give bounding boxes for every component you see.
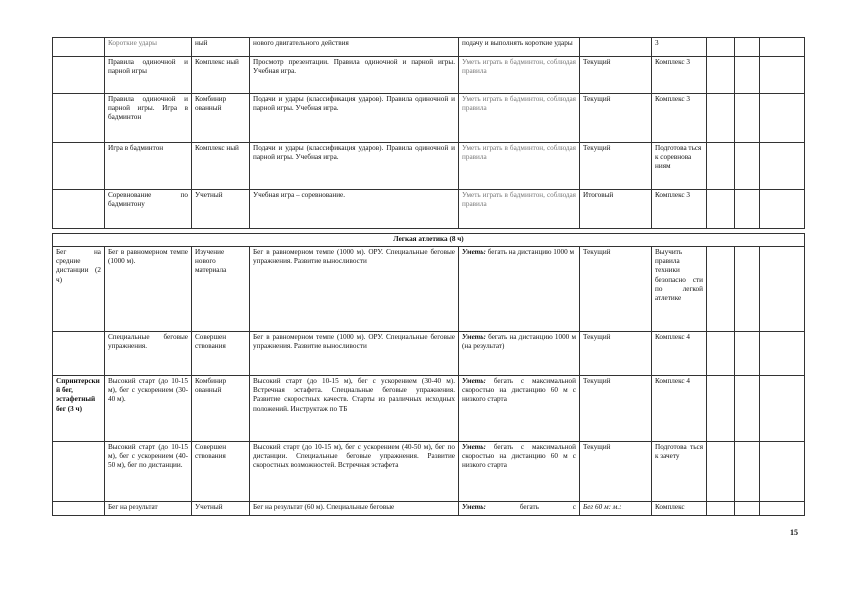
cell-empty: [735, 502, 760, 516]
cell-empty: [707, 94, 735, 143]
lesson-theme-text: Бег в равномерном темпе (1000 м).: [108, 248, 188, 266]
cell-lesson-theme: Соревнование по бадминтону: [105, 190, 192, 229]
cell-lesson-type: Учетный: [192, 502, 250, 516]
table-row: [53, 190, 805, 229]
cell-empty: [707, 190, 735, 229]
cell-control: Текущий: [580, 442, 652, 502]
cell-empty: [707, 376, 735, 442]
cell-empty: [707, 143, 735, 190]
cell-topic: [53, 57, 105, 94]
cell-lesson-theme: Бег на результат: [105, 502, 192, 516]
cell-control: Текущий: [580, 143, 652, 190]
requirements-lead: Уметь:: [462, 377, 486, 385]
requirements-text: бегать с: [519, 503, 576, 511]
requirements-text: бегать с максимальной скоростью на дистанцию 60 м с низкого старта: [462, 377, 576, 404]
table-row: [53, 247, 805, 332]
cell-requirements: [459, 247, 580, 332]
page-number: 15: [790, 528, 798, 537]
cell-topic: [53, 502, 105, 516]
cell-lesson-theme: Правила одиночной и парной игры: [105, 57, 192, 94]
cell-homework: Комплекс 3: [652, 94, 707, 143]
cell-empty: [760, 502, 805, 516]
cell-topic: [53, 332, 105, 376]
section-header-row: [53, 234, 805, 247]
requirements-lead: Уметь:: [462, 443, 486, 451]
cell-lesson-type: Учетный: [192, 190, 250, 229]
table-row: [53, 94, 805, 143]
cell-homework: Комплекс 4: [652, 332, 707, 376]
cell-empty: [760, 442, 805, 502]
cell-lesson-type: Комплекс ный: [192, 143, 250, 190]
cell-empty: [760, 57, 805, 94]
cell-empty: [760, 190, 805, 229]
cell-requirements: [459, 376, 580, 442]
lesson-plan-table: [52, 37, 805, 516]
cell-empty: [760, 332, 805, 376]
cell-content: Подачи и удары (классификация ударов). Правила одиночной и парной игры. Учебная игра.: [250, 94, 459, 143]
cell-empty: [735, 143, 760, 190]
cell-empty: [760, 143, 805, 190]
cell-empty: [735, 94, 760, 143]
section-title: Легкая атлетика (8 ч): [53, 234, 805, 247]
cell-empty: [735, 376, 760, 442]
cell-control: Текущий: [580, 247, 652, 332]
cell-requirements: Уметь играть в бадминтон, соблюдая правила: [459, 143, 580, 190]
cell-homework: 3: [652, 38, 707, 57]
cell-lesson-theme: Высокий старт (до 10-15 м), бег с ускорением (40-50 м), бег по дистанции.: [105, 442, 192, 502]
table-row: [53, 57, 805, 94]
cell-lesson-theme: [105, 247, 192, 332]
cell-content: нового двигательного действия: [250, 38, 459, 57]
cell-homework: Комплекс: [652, 502, 707, 516]
requirements-text: бегать на дистанцию 1000 м: [487, 248, 575, 256]
cell-empty: [735, 190, 760, 229]
table-row: [53, 376, 805, 442]
table-row: [53, 442, 805, 502]
cell-homework: Комплекс 3: [652, 57, 707, 94]
requirements-text: бегать на дистанцию 1000 м (на результат): [462, 333, 577, 351]
cell-empty: [760, 38, 805, 57]
cell-lesson-theme: Специальные беговые упражнения.: [105, 332, 192, 376]
cell-empty: [735, 38, 760, 57]
cell-content: Высокий старт (до 10-15 м), бег с ускорением (40-50 м), бег по дистанции. Специальные беговые упражнения. Развитие скоростных возможностей. Встречная эстафета: [250, 442, 459, 502]
cell-topic: Бег на средние дистанции (2 ч): [53, 247, 105, 332]
cell-control: Текущий: [580, 332, 652, 376]
cell-empty: [735, 332, 760, 376]
cell-lesson-theme: Короткие удары: [105, 38, 192, 57]
cell-content: Высокий старт (до 10-15 м), бег с ускорением (30-40 м). Встречная эстафета. Специальные беговые упражнения. Развитие скоростных качеств. Старты из различных исходных положений. Инструктаж по ТБ: [250, 376, 459, 442]
cell-topic: [53, 190, 105, 229]
cell-empty: [707, 38, 735, 57]
cell-topic: [53, 442, 105, 502]
cell-empty: [735, 442, 760, 502]
cell-empty: [707, 247, 735, 332]
cell-requirements: [459, 442, 580, 502]
cell-homework: Выучить правила техники безопасно сти по легкой атлетике: [652, 247, 707, 332]
table-row: [53, 502, 805, 516]
cell-requirements: Уметь играть в бадминтон, соблюдая правила: [459, 94, 580, 143]
cell-topic: [53, 94, 105, 143]
cell-lesson-type: Совершен ствования: [192, 332, 250, 376]
cell-lesson-type: ный: [192, 38, 250, 57]
cell-requirements: [459, 332, 580, 376]
cell-empty: [707, 57, 735, 94]
requirements-text: бегать с максимальной скоростью на дистанцию 60 м с низкого старта: [462, 443, 576, 470]
cell-homework: Комплекс 4: [652, 376, 707, 442]
cell-requirements: Уметь играть в бадминтон, соблюдая правила: [459, 190, 580, 229]
cell-empty: [735, 57, 760, 94]
cell-control: Текущий: [580, 57, 652, 94]
cell-content: Просмотр презентации. Правила одиночной и парной игры. Учебная игра.: [250, 57, 459, 94]
cell-empty: [760, 94, 805, 143]
cell-empty: [760, 247, 805, 332]
cell-control: [580, 38, 652, 57]
cell-topic: [53, 38, 105, 57]
cell-lesson-type: Комбинир ованный: [192, 376, 250, 442]
cell-content: Учебная игра – соревнование.: [250, 190, 459, 229]
cell-topic: [53, 143, 105, 190]
cell-control: Текущий: [580, 376, 652, 442]
cell-lesson-theme: Высокий старт (до 10-15 м), бег с ускорением (30-40 м).: [105, 376, 192, 442]
cell-requirements: [459, 502, 580, 516]
table-row: [53, 38, 805, 57]
cell-content: Подачи и удары (классификация ударов). Правила одиночной и парной игры. Учебная игра.: [250, 143, 459, 190]
cell-lesson-type: Совершен ствования: [192, 442, 250, 502]
requirements-lead: Уметь:: [462, 333, 486, 341]
cell-control: Текущий: [580, 94, 652, 143]
cell-empty: [707, 442, 735, 502]
cell-empty: [707, 502, 735, 516]
table-row: [53, 143, 805, 190]
cell-content: Бег в равномерном темпе (1000 м). ОРУ. Специальные беговые упражнения. Развитие выносливости: [250, 247, 459, 332]
cell-lesson-type: Комбинир ованный: [192, 94, 250, 143]
requirements-lead: Уметь:: [462, 248, 486, 256]
cell-lesson-type: Изучение нового материала: [192, 247, 250, 332]
cell-lesson-theme: Правила одиночной и парной игры. Игра в бадминтон: [105, 94, 192, 143]
cell-content: Бег в равномерном темпе (1000 м). ОРУ. Специальные беговые упражнения. Развитие выносливости: [250, 332, 459, 376]
cell-lesson-type: Комплекс ный: [192, 57, 250, 94]
cell-homework: Подготова ться к соревнова ниям: [652, 143, 707, 190]
cell-topic: Спринтерский бег, эстафетный бег (3 ч): [53, 376, 105, 442]
cell-requirements: Уметь играть в бадминтон, соблюдая правила: [459, 57, 580, 94]
cell-empty: [760, 376, 805, 442]
requirements-lead: Уметь:: [462, 503, 486, 511]
cell-homework: Подготова ться к зачету: [652, 442, 707, 502]
cell-requirements: подачу и выполнять короткие удары: [459, 38, 580, 57]
cell-lesson-theme: Игра в бадминтон: [105, 143, 192, 190]
cell-empty: [707, 332, 735, 376]
cell-homework: Комплекс 3: [652, 190, 707, 229]
table-row: [53, 332, 805, 376]
cell-control: Бег 60 м: м.:: [580, 502, 652, 516]
cell-content: Бег на результат (60 м). Специальные беговые: [250, 502, 459, 516]
cell-empty: [735, 247, 760, 332]
cell-control: Итоговый: [580, 190, 652, 229]
